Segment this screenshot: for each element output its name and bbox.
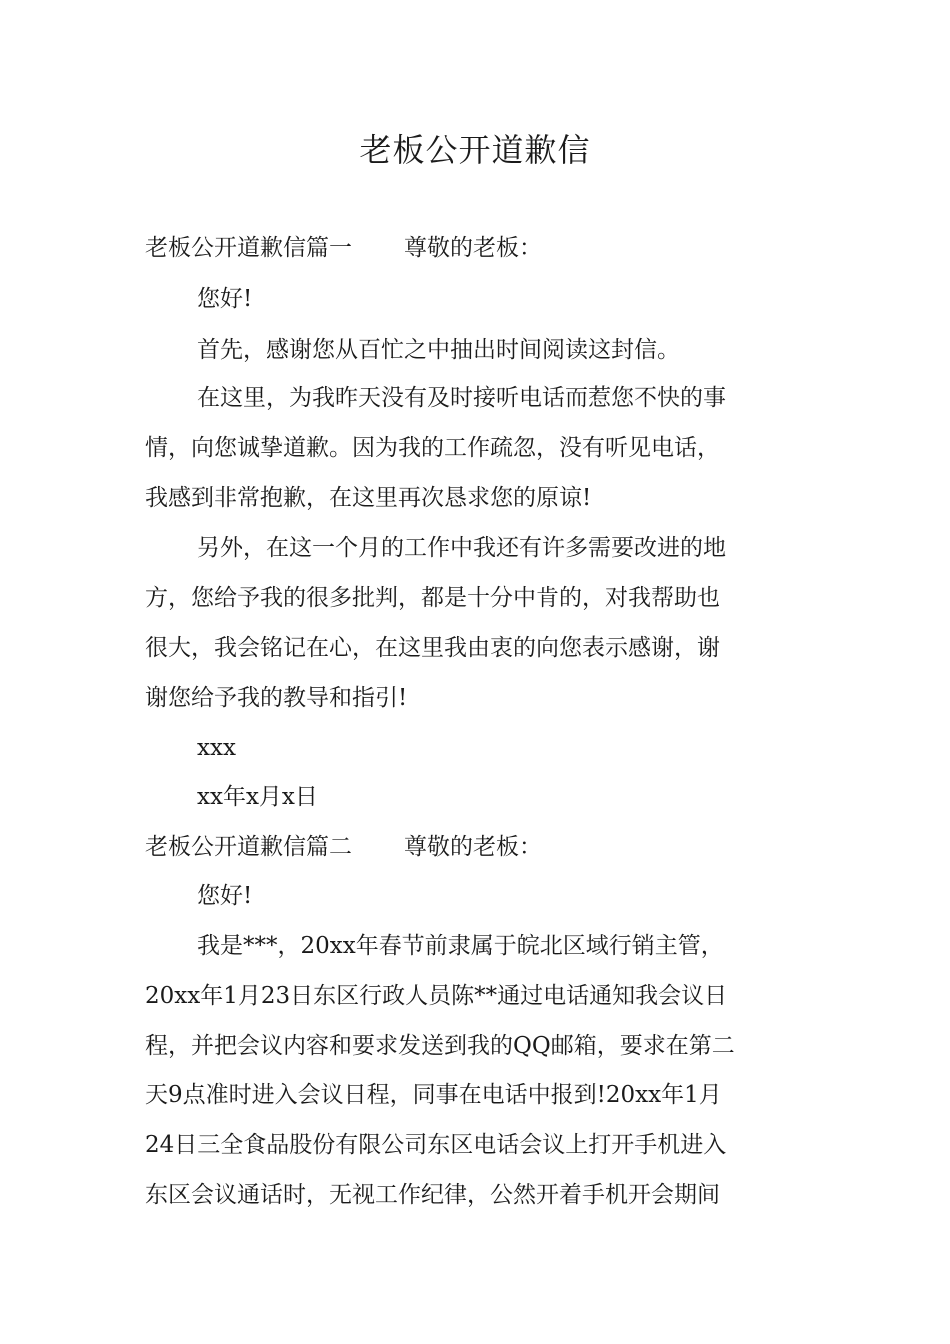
- section1-date: xx年x月x日: [197, 784, 318, 810]
- section1-paragraph-3-line-1: 另外，在这一个月的工作中我还有许多需要改进的地: [197, 535, 726, 561]
- section2-paragraph-1-line-5: 24日三全食品股份有限公司东区电话会议上打开手机进入: [145, 1132, 727, 1158]
- section1-heading: 老板公开道歉信篇一: [145, 235, 352, 261]
- section2-paragraph-1-line-3: 程，并把会议内容和要求发送到我的QQ邮箱，要求在第二: [145, 1033, 735, 1059]
- section1-greeting: 您好!: [197, 286, 253, 312]
- section1-paragraph-3-line-3: 很大，我会铭记在心，在这里我由衷的向您表示感谢，谢: [145, 635, 720, 661]
- section1-paragraph-2-line-1: 在这里，为我昨天没有及时接听电话而惹您不快的事: [197, 385, 726, 411]
- section1-salutation: 尊敬的老板：: [404, 235, 542, 261]
- section2-greeting: 您好!: [197, 883, 253, 909]
- section1-signature: xxx: [197, 735, 236, 761]
- section2-paragraph-1-line-4: 天9点准时进入会议日程，同事在电话中报到!20xx年1月: [145, 1082, 722, 1108]
- document-title: 老板公开道歉信: [359, 131, 591, 169]
- section1-paragraph-2-line-3: 我感到非常抱歉，在这里再次恳求您的原谅!: [145, 485, 592, 511]
- section2-paragraph-1-line-6: 东区会议通话时，无视工作纪律，公然开着手机开会期间: [145, 1182, 720, 1208]
- section1-heading-line: [145, 233, 542, 263]
- section1-paragraph-2-line-2: 情，向您诚挚道歉。因为我的工作疏忽，没有听见电话，: [145, 435, 720, 461]
- section2-paragraph-1-line-1: 我是***，20xx年春节前隶属于皖北区域行销主管，: [197, 933, 724, 959]
- section2-heading: 老板公开道歉信篇二: [145, 834, 352, 860]
- section2-heading-line: [145, 832, 542, 862]
- section1-paragraph-3-line-4: 谢您给予我的教导和指引!: [145, 685, 408, 711]
- section2-salutation: 尊敬的老板：: [404, 834, 542, 860]
- section1-paragraph-3-line-2: 方，您给予我的很多批判，都是十分中肯的，对我帮助也: [145, 585, 720, 611]
- section2-paragraph-1-line-2: 20xx年1月23日东区行政人员陈**通过电话通知我会议日: [145, 983, 728, 1009]
- section1-paragraph-1: 首先，感谢您从百忙之中抽出时间阅读这封信。: [197, 337, 680, 363]
